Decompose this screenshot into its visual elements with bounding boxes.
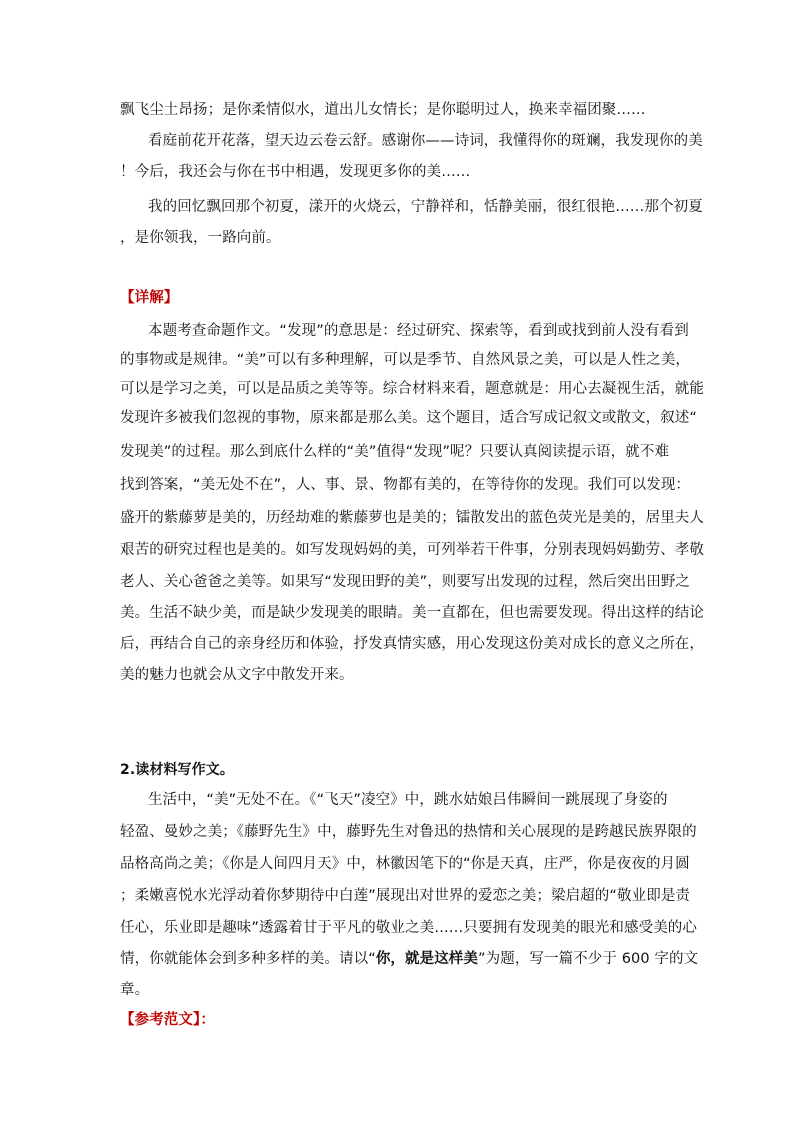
question-line: 轻盈、曼妙之美；《藤野先生》中，藤野先生对鲁迅的热情和关心展现的是跨越民族界限的 bbox=[120, 824, 697, 840]
sample-essay-heading: 【参考范文】： bbox=[120, 1012, 215, 1028]
analysis-line: 后，再结合自己的亲身经历和体验，抒发真情实感，用心发现这份美对成长的意义之所在， bbox=[120, 636, 704, 652]
analysis-line: 的事物或是规律。“美”可以有多种理解，可以是季节、自然风景之美，可以是人性之美， bbox=[120, 352, 691, 368]
question-line-suffix: ”为题，写一篇不少于 600 字的文 bbox=[478, 951, 699, 967]
essay-line: 看庭前花开花落，望天边云卷云舒。感谢你——诗词，我懂得你的斑斓，我发现你的美 bbox=[148, 133, 703, 149]
essay-line: ！今后，我还会与你在书中相遇，发现更多你的美…… bbox=[120, 164, 471, 180]
essay-line: ，是你领我，一路向前。 bbox=[120, 230, 281, 246]
question-line: 生活中，“美”无处不在。《“飞天”凌空》中，跳水姑娘吕伟瞬间一跳展现了身姿的 bbox=[148, 792, 668, 808]
analysis-line: 找到答案，“美无处不在”，人、事、景、物都有美的，在等待你的发现。我们可以发现： bbox=[120, 477, 691, 493]
question-line bbox=[120, 949, 698, 969]
question-line: 任心，乐业即是趣味”透露着甘于平凡的敬业之美……只要拥有发现美的眼光和感受美的心 bbox=[120, 920, 698, 936]
analysis-line: 发现许多被我们忽视的事物，原来都是那么美。这个题目，适合写成记叙文或散文，叙述“ bbox=[120, 410, 698, 426]
question-line: 章。 bbox=[120, 982, 150, 998]
analysis-line: 可以是学习之美，可以是品质之美等等。综合材料来看，题意就是：用心去凝视生活，就能 bbox=[120, 381, 704, 397]
analysis-line: 艰苦的研究过程也是美的。如写发现妈妈的美，可列举若干件事，分别表现妈妈勤劳、孝敬 bbox=[120, 542, 704, 558]
question-line-prefix: 情，你就能体会到多种多样的美。请以“ bbox=[120, 951, 376, 967]
essay-title: 你，就是这样美 bbox=[375, 951, 479, 967]
question-line: ；柔嫩喜悦水光浮动着你梦期待中白莲”展现出对世界的爱恋之美；梁启超的“敬业即是责 bbox=[120, 888, 691, 904]
question-title: 2.读材料写作文。 bbox=[120, 762, 234, 778]
analysis-line: 发现美”的过程。那么到底什么样的“美”值得“发现”呢？只要认真阅读提示语，就不难 bbox=[120, 444, 670, 460]
analysis-heading: 【详解】 bbox=[120, 290, 179, 306]
analysis-line: 盛开的紫藤萝是美的，历经劫难的紫藤萝也是美的；镭散发出的蓝色荧光是美的，居里夫人 bbox=[120, 510, 704, 526]
analysis-line: 美的魅力也就会从文字中散发开来。 bbox=[120, 667, 354, 683]
question-line: 品格高尚之美；《你是人间四月天》中，林徽因笔下的“你是天真，庄严，你是夜夜的月圆 bbox=[120, 856, 690, 872]
essay-line: 飘飞尘土昂扬；是你柔情似水，道出儿女情长；是你聪明过人，换来幸福团聚…… bbox=[120, 102, 646, 118]
analysis-line: 本题考查命题作文。“发现”的意思是：经过研究、探索等，看到或找到前人没有看到 bbox=[148, 323, 689, 339]
analysis-line: 老人、关心爸爸之美等。如果写“发现田野的美”，则要写出发现的过程，然后突出田野之 bbox=[120, 574, 691, 590]
analysis-line: 美。生活不缺少美，而是缺少发现美的眼睛。美一直都在，但也需要发现。得出这样的结论 bbox=[120, 605, 704, 621]
essay-line: 我的回忆飘回那个初夏，漾开的火烧云，宁静祥和，恬静美丽，很红很艳……那个初夏 bbox=[148, 199, 703, 215]
